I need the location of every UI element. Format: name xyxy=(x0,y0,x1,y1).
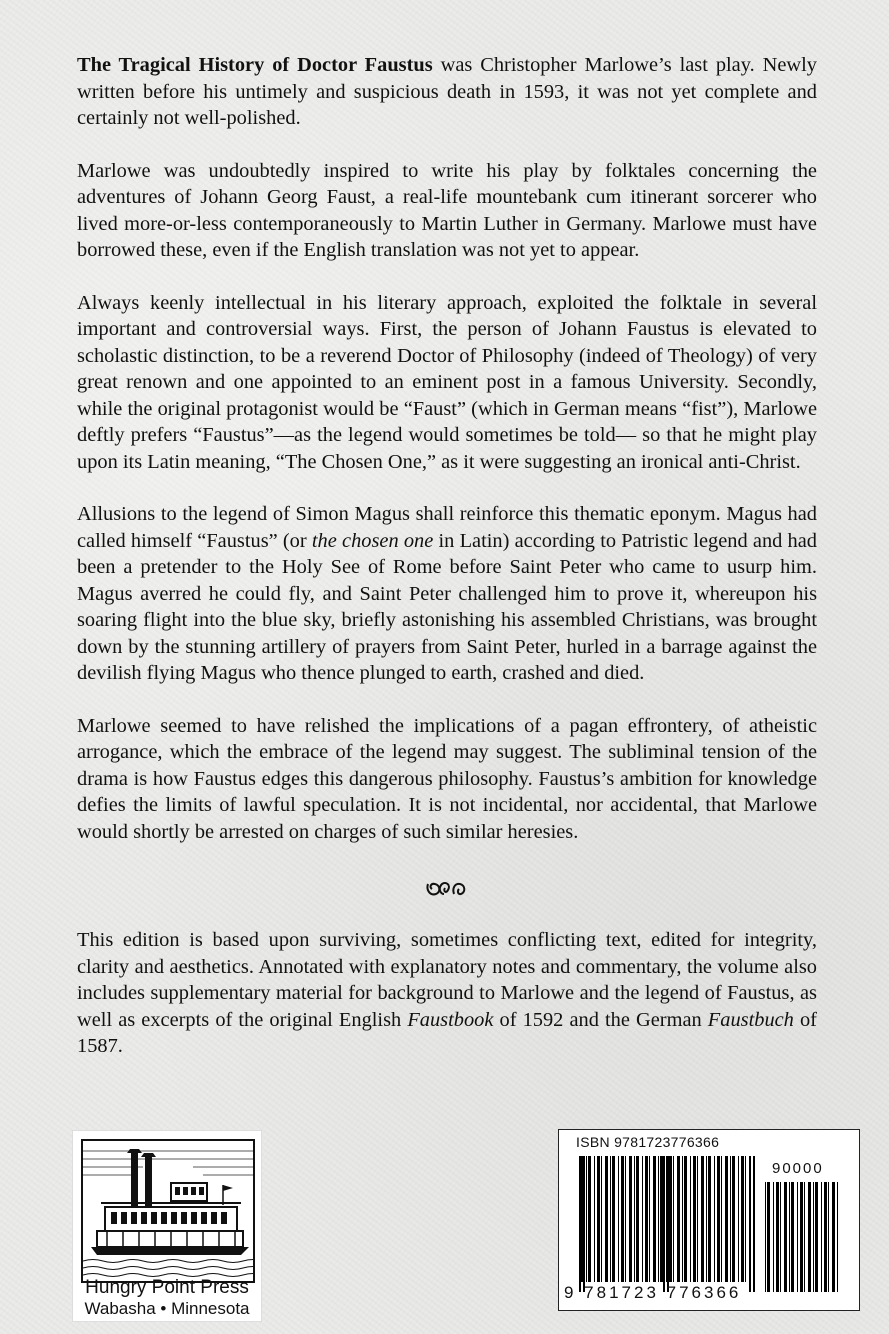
barcode-bar xyxy=(714,1156,715,1282)
isbn-digits: 9 781723 776366 xyxy=(564,1283,742,1302)
fleuron-icon xyxy=(0,876,889,900)
barcode-guard-bar xyxy=(579,1156,581,1292)
paragraph-simon-magus xyxy=(77,501,817,687)
barcode-bar xyxy=(832,1182,835,1292)
barcode-bar xyxy=(828,1182,829,1292)
steamboat-illustration xyxy=(81,1139,255,1283)
barcode-bar xyxy=(741,1156,744,1282)
barcode-bar xyxy=(594,1156,595,1282)
barcode-bar xyxy=(621,1156,624,1282)
barcode-bar xyxy=(821,1182,822,1292)
barcode-bar xyxy=(618,1156,619,1282)
barcode-bar xyxy=(791,1182,794,1292)
barcode-bar xyxy=(588,1156,591,1282)
faustbuch-italic: Faustbuch xyxy=(707,1008,794,1031)
barcode-bar xyxy=(697,1156,698,1282)
barcode-bar xyxy=(717,1156,720,1282)
barcode-bar xyxy=(605,1156,608,1282)
barcode-bar xyxy=(625,1156,626,1282)
barcode-bar xyxy=(708,1156,711,1282)
barcode-bar xyxy=(776,1182,779,1292)
barcode-bar xyxy=(797,1182,798,1292)
barcode-bar xyxy=(738,1156,739,1282)
publisher-name: Hungry Point Press xyxy=(85,1277,249,1298)
barcode-guard-bar xyxy=(663,1156,665,1292)
barcode-bar xyxy=(725,1156,728,1282)
barcode-bar xyxy=(804,1182,805,1292)
barcode-bar xyxy=(669,1156,672,1282)
barcode-bar xyxy=(767,1182,770,1292)
barcode-guard-bar xyxy=(667,1156,669,1292)
isbn-barcode xyxy=(558,1129,860,1311)
publisher-logo xyxy=(72,1130,262,1322)
blurb-text xyxy=(77,52,817,871)
barcode-bar xyxy=(612,1156,615,1282)
barcode-bar xyxy=(629,1156,632,1282)
barcode-bar xyxy=(732,1156,735,1282)
barcode-bar xyxy=(745,1156,746,1282)
barcode-bar xyxy=(701,1156,704,1282)
barcode-bar xyxy=(808,1182,811,1292)
barcode-guard-bar xyxy=(583,1156,585,1292)
barcode-bar xyxy=(586,1156,587,1282)
isbn-label: ISBN 9781723776366 xyxy=(576,1134,720,1150)
paragraph-intro xyxy=(77,52,817,132)
barcode-bar xyxy=(636,1156,639,1282)
barcode-bar xyxy=(653,1156,656,1282)
magus-text-b: in Latin) according to Patristic legend and had been a pretender to the Holy See of Rome before Saint Peter who came to usurp him. Magus averred he could fly, and Saint Peter challenged him to prove it, whereupon his soaring flight into the blue sky, briefly astonishing his assembled Christians, was brought down by the stunning artillery of prayers from Saint Peter, hurled in a barrage against the devilish flying Magus who thence plunged to earth, crashed and died. xyxy=(77,529,817,684)
barcode-bar xyxy=(666,1156,667,1282)
ornament-divider xyxy=(0,876,889,900)
barcode-bar xyxy=(824,1182,827,1292)
barcode-bar xyxy=(634,1156,635,1282)
paragraph-heresies: Marlowe seemed to have relished the implications of a pagan effrontery, of atheistic arrogance, which the embrace of the legend may suggest. The subliminal tension of the drama is how Faustus edges this dangerous philosophy. Faustus’s ambition for knowledge defies the limits of lawful speculation. It is not incidental, nor accidental, that Marlowe would shortly be arrested on charges of such similar heresies. xyxy=(77,714,817,843)
barcode-bar xyxy=(642,1156,643,1282)
faustbook-italic: Faustbook xyxy=(407,1008,494,1031)
barcode-bar xyxy=(649,1156,650,1282)
barcode-bar xyxy=(800,1182,803,1292)
barcode-bar xyxy=(690,1156,691,1282)
barcode-bar xyxy=(815,1182,818,1292)
magus-italic: the chosen one xyxy=(311,529,434,552)
barcode-guard-bar xyxy=(753,1156,755,1292)
barcode-bar xyxy=(610,1156,611,1282)
barcode-guard-bar xyxy=(749,1156,751,1292)
book-title: The Tragical History of Doctor Faustus xyxy=(77,54,433,76)
barcode-bar xyxy=(673,1156,674,1282)
barcode-bar xyxy=(706,1156,707,1282)
barcode-bar xyxy=(597,1156,600,1282)
publisher-location: Wabasha • Minnesota xyxy=(84,1299,250,1318)
barcode-bar xyxy=(645,1156,648,1282)
paragraph-edition xyxy=(77,927,817,1060)
barcode-bar xyxy=(773,1182,774,1292)
barcode-bar xyxy=(784,1182,787,1292)
barcode-bar xyxy=(721,1156,722,1282)
price-code: 90000 xyxy=(772,1160,824,1177)
barcode-bar xyxy=(677,1156,680,1282)
paragraph-approach: Always keenly intellectual in his literary approach, exploited the folktale in several important and controversial ways. First, the person of Johann Faustus is elevated to scholastic distinction, to be a reverend Doctor of Philosophy (indeed of Theology) of very great renown and one appointed to an eminent post in a famous University. Secondly, while the original protagonist would be “Faust” (which in German means “fist”), Marlowe deftly prefers “Faustus”—as the legend would sometimes be told— so that he might play upon its Latin meaning, “The Chosen One,” as it were suggesting an ironical anti-Christ. xyxy=(77,291,817,473)
barcode-bar xyxy=(658,1156,659,1282)
edition-text-c: of 1587. xyxy=(77,1008,817,1057)
barcode-bar xyxy=(601,1156,602,1282)
paragraph-inspiration: Marlowe was undoubtedly inspired to write his play by folktales concerning the adventures of Johann Georg Faust, a real-life mountebank cum itinerant sorcerer who lived more-or-less contemporaneously to Martin Luther in Germany. Marlowe must have borrowed these, even if the English translation was not yet to appear. xyxy=(77,159,817,261)
barcode-bar xyxy=(730,1156,731,1282)
barcode-bar xyxy=(789,1182,790,1292)
edition-text-b: of 1592 and the German xyxy=(493,1008,708,1031)
magus-text-a: Allusions to the legend of Simon Magus shall reinforce this thematic eponym. Magus had called himself “Faustus” (or xyxy=(77,503,817,552)
barcode-bar xyxy=(765,1182,766,1292)
edition-text-a: This edition is based upon surviving, sometimes conflicting text, edited for integrity, clarity and aesthetics. Annotated with explanatory notes and commentary, the volume also includes supplementary material for background to Marlowe and the legend of Faustus, as well as excerpts of the original English xyxy=(77,929,817,1031)
barcode-bar xyxy=(780,1182,781,1292)
barcode-bar xyxy=(682,1156,683,1282)
steamboat-icon xyxy=(83,1141,253,1281)
barcode-bar xyxy=(693,1156,696,1282)
barcode-bar xyxy=(813,1182,814,1292)
barcode-bar xyxy=(837,1182,838,1292)
paragraph-intro-text: was Christopher Marlowe’s last play. Newly written before his untimely and suspicious death in 1593, it was not yet complete and certainly not well-polished. xyxy=(77,54,817,129)
barcode-bar xyxy=(660,1156,663,1282)
barcode-bar xyxy=(684,1156,687,1282)
